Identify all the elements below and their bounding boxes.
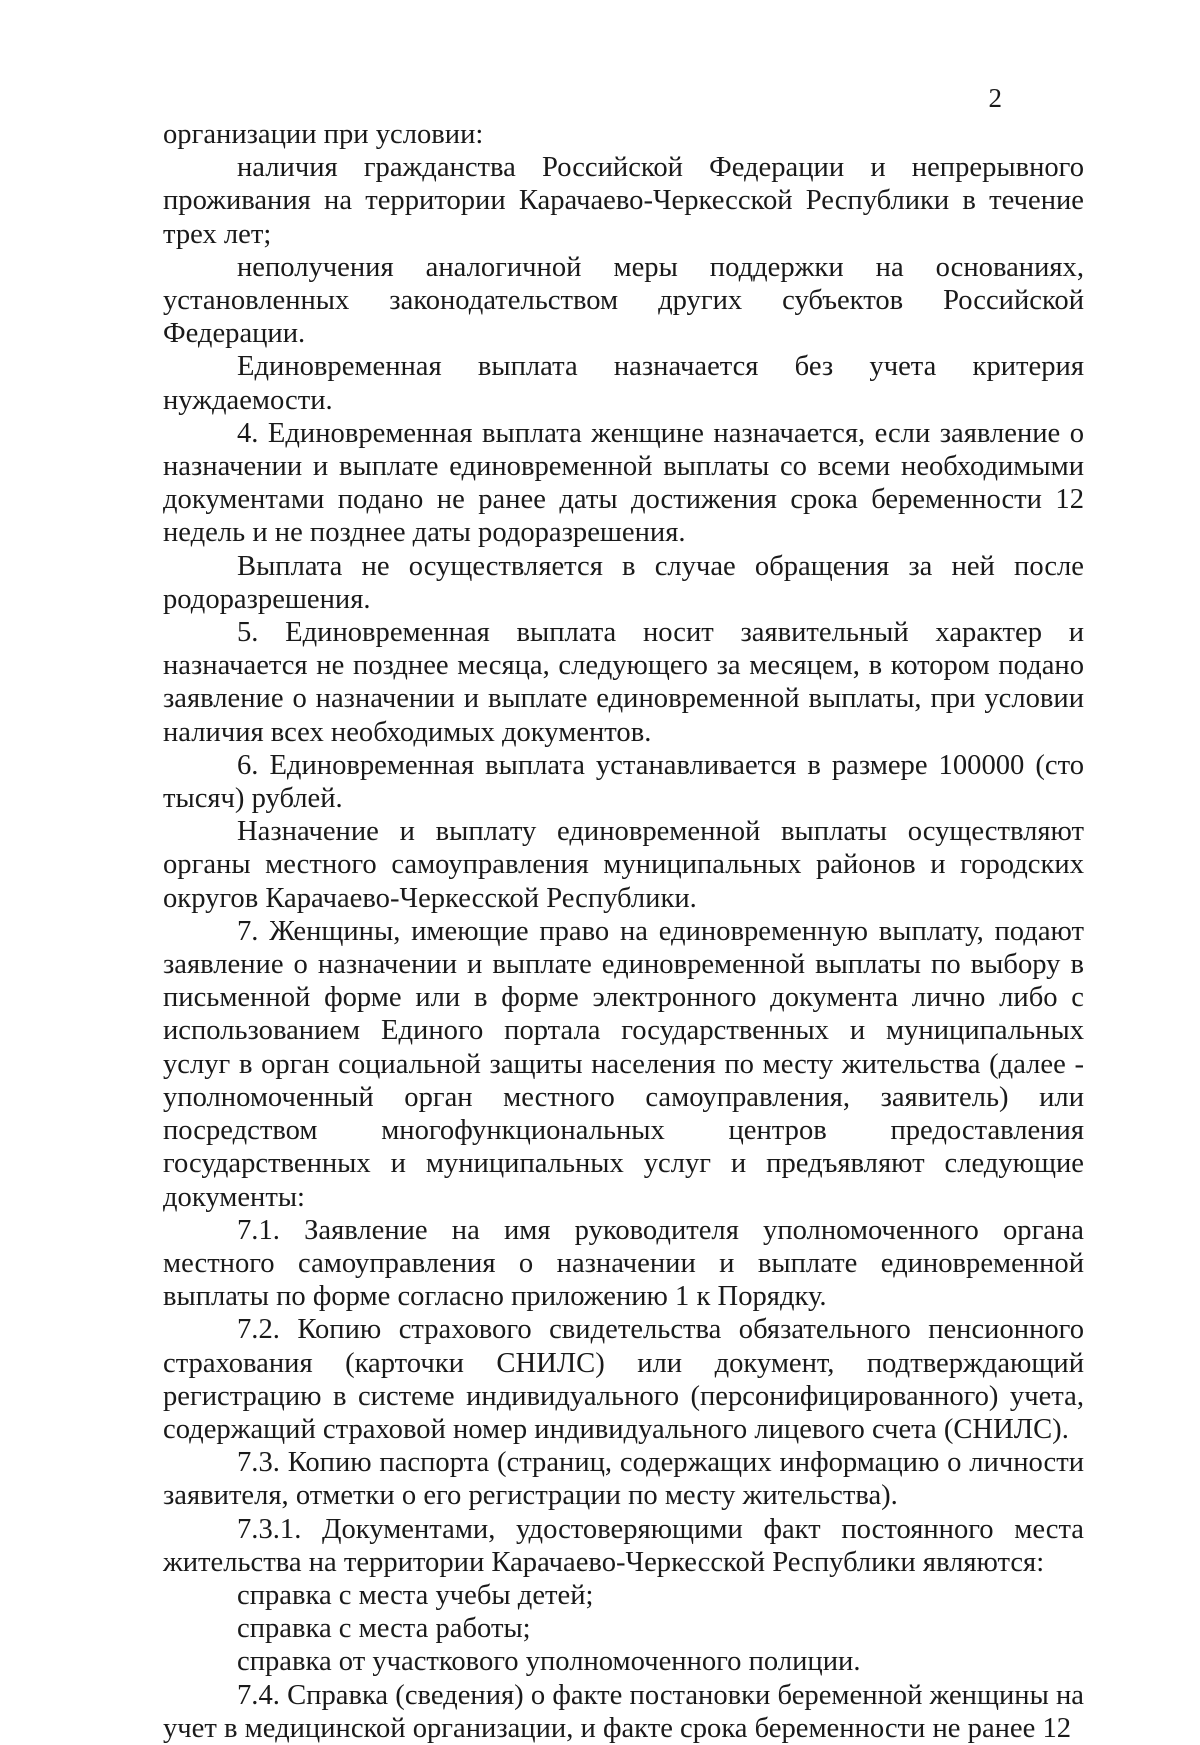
paragraph: Назначение и выплату единовременной выплаты осуществляют органы местного самоуправления муниципальных районов и городских округов Карачаево-Черкесской Республики. xyxy=(163,816,1084,914)
paragraph: 5. Единовременная выплата носит заявительный характер и назначается не позднее месяца, следующего за месяцем, в котором подано заявление о назначении и выплате единовременной выплаты, при условии наличия всех необходимых документов. xyxy=(163,617,1084,748)
paragraph: 6. Единовременная выплата устанавливается в размере 100000 (сто тысяч) рублей. xyxy=(163,749,1084,815)
paragraph: 7. Женщины, имеющие право на единовременную выплату, подают заявление о назначении и выплате единовременной выплаты по выбору в письменной форме или в форме электронного документа лично либо с использованием Единого портала государственных и муниципальных услуг в орган социальной защиты населения по месту жительства (далее - уполномоченный орган местного самоуправления, заявитель) или посредством многофункциональных центров предоставления государственных и муниципальных услуг и предъявляют следующие документы: xyxy=(163,915,1084,1213)
paragraph: Единовременная выплата назначается без учета критерия нуждаемости. xyxy=(163,351,1084,416)
paragraph: 7.3.1. Документами, удостоверяющими факт постоянного места жительства на территории Карачаево-Черкесской Республики являются: xyxy=(163,1513,1084,1578)
paragraph: 7.4. Справка (сведения) о факте постановки беременной женщины на учет в медицинской организации, и факте срока беременности не ранее 12 xyxy=(163,1679,1084,1744)
paragraph: организации при условии: xyxy=(163,119,484,150)
paragraph: справка от участкового уполномоченного полиции. xyxy=(237,1646,861,1678)
document-body xyxy=(163,118,1084,1745)
paragraph: наличия гражданства Российской Федерации и непрерывного проживания на территории Карачаево-Черкесской Республики в течение трех лет; xyxy=(163,152,1084,250)
paragraph: Выплата не осуществляется в случае обращения за ней после родоразрешения. xyxy=(163,550,1084,615)
paragraph: 7.1. Заявление на имя руководителя уполномоченного органа местного самоуправления о назначении и выплате единовременной выплаты по форме согласно приложению 1 к Порядку. xyxy=(163,1214,1084,1313)
paragraph: справка с места учебы детей; xyxy=(237,1579,594,1611)
paragraph: 7.3. Копию паспорта (страниц, содержащих информацию о личности заявителя, отметки о его регистрации по месту жительства). xyxy=(163,1447,1084,1512)
paragraph: 7.2. Копию страхового свидетельства обязательного пенсионного страхования (карточки СНИЛС) или документ, подтверждающий регистрацию в системе индивидуального (персонифицированного) учета, содержащий страховой номер индивидуального лицевого счета (СНИЛС). xyxy=(163,1314,1084,1445)
paragraph: неполучения аналогичной меры поддержки на основаниях, установленных законодательством других субъектов Российской Федерации. xyxy=(163,251,1084,350)
paragraph: справка с места работы; xyxy=(237,1613,531,1645)
paragraph: 4. Единовременная выплата женщине назначается, если заявление о назначении и выплате единовременной выплаты со всеми необходимыми документами подано не ранее даты достижения срока беременности 12 недель и не позднее даты родоразрешения. xyxy=(163,417,1084,549)
page-number: 2 xyxy=(988,83,1002,113)
